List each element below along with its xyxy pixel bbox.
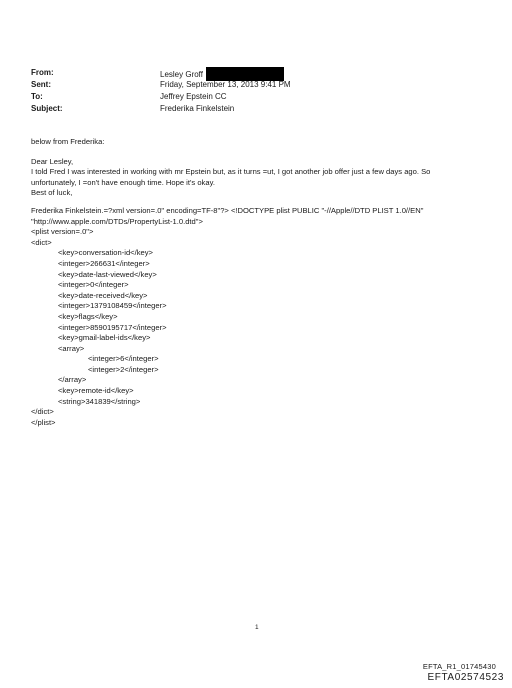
- from-value: Lesley Groff: [160, 70, 203, 79]
- sent-row: [31, 79, 471, 91]
- sent-label: Sent:: [31, 80, 51, 89]
- from-row: [31, 67, 471, 79]
- subject-row: [31, 103, 471, 115]
- array-item: <integer>6</integer>: [88, 354, 159, 364]
- array-item: <integer>2</integer>: [88, 364, 159, 374]
- plist-close: </plist>: [31, 417, 56, 427]
- paragraph-line: unfortunately, I =on't have enough time. Hope it's okay.: [31, 177, 215, 187]
- plist-key: <key>date-last-viewed</key>: [58, 269, 157, 279]
- array-close: </array>: [58, 375, 87, 385]
- dict-open: <dict>: [31, 237, 52, 247]
- greeting-line: Dear Lesley,: [31, 156, 74, 166]
- email-body: [31, 137, 483, 428]
- plist-key: <key>gmail-label-ids</key>: [58, 333, 151, 343]
- plist-value: <integer>266631</integer>: [58, 258, 150, 268]
- to-row: [31, 91, 471, 103]
- bates-id-small: EFTA_R1_01745430: [422, 662, 496, 671]
- plist-line: Frederika Finkelstein.=?xml version=.0" encoding=TF-8"?> <!DOCTYPE plist PUBLIC "-//Apple//DTD PLIST 1.0//EN": [31, 205, 424, 215]
- to-label: To:: [31, 92, 43, 101]
- from-label: From:: [31, 68, 54, 77]
- dict-close: </dict>: [31, 407, 54, 417]
- paragraph-line: I told Fred I was interested in working with mr Epstein but, as it turns =ut, I got another job offer just a few days ago. So: [31, 167, 431, 177]
- plist-line: "http://www.apple.com/DTDs/PropertyList-1.0.dtd">: [31, 216, 203, 226]
- subject-label: Subject:: [31, 104, 63, 113]
- plist-key: <key>date-received</key>: [58, 290, 148, 300]
- plist-open: <plist version=.0">: [31, 227, 94, 237]
- page-number: 1: [255, 624, 259, 631]
- subject-value: Frederika Finkelstein: [160, 104, 235, 113]
- intro-line: below from Frederika:: [31, 137, 105, 146]
- plist-value: <string>341839</string>: [58, 396, 141, 406]
- array-open: <array>: [58, 343, 85, 353]
- email-header: [31, 67, 471, 115]
- plist-key: <key>conversation-id</key>: [58, 248, 153, 258]
- bates-id-large: EFTA02574523: [427, 672, 504, 683]
- plist-key: <key>flags</key>: [58, 311, 118, 321]
- sent-value: Friday, September 13, 2013 9:41 PM: [160, 80, 291, 89]
- to-value: Jeffrey Epstein CC: [160, 92, 227, 101]
- plist-key: <key>remote-id</key>: [58, 386, 134, 396]
- signoff-line: Best of luck,: [31, 188, 73, 198]
- plist-value: <integer>8590195717</integer>: [58, 322, 167, 332]
- plist-value: <integer>1379108459</integer>: [58, 301, 167, 311]
- plist-value: <integer>0</integer>: [58, 280, 129, 290]
